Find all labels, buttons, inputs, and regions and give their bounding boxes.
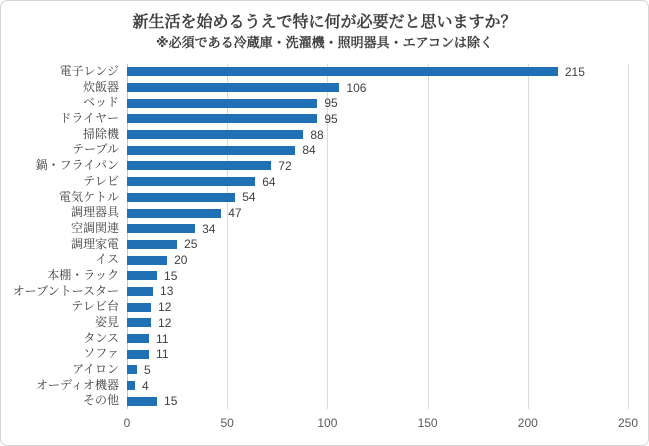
bar-row xyxy=(127,299,628,315)
value-label: 95 xyxy=(324,96,338,111)
bar-row xyxy=(127,284,628,300)
value-label: 11 xyxy=(156,331,169,346)
value-label: 95 xyxy=(324,111,338,126)
bar xyxy=(127,209,221,218)
bar-row xyxy=(127,142,628,158)
value-label: 4 xyxy=(142,378,149,393)
bar xyxy=(127,240,177,249)
bar xyxy=(127,397,157,406)
bar xyxy=(127,271,157,280)
bar xyxy=(127,318,151,327)
plot-rows xyxy=(127,64,628,409)
category-label: ソファ xyxy=(83,346,119,361)
category-label: タンス xyxy=(83,330,119,345)
bar xyxy=(127,177,255,186)
value-label: 64 xyxy=(262,174,276,189)
bar-row xyxy=(127,111,628,127)
value-label: 25 xyxy=(184,237,198,252)
bar xyxy=(127,114,317,123)
category-label: 電子レンジ xyxy=(59,64,119,78)
bar-row xyxy=(127,315,628,331)
value-label: 15 xyxy=(164,268,178,283)
chart-title: 新生活を始めるうえで特に何が必要だと思いますか？ xyxy=(132,14,517,31)
bar xyxy=(127,256,167,265)
category-label: オーディオ機器 xyxy=(35,377,119,392)
x-axis-tick-label: 50 xyxy=(220,416,234,431)
category-label: ベッド xyxy=(82,95,119,110)
bar xyxy=(127,350,149,359)
gridline xyxy=(628,64,629,409)
bar-row xyxy=(127,190,628,206)
bar-row xyxy=(127,95,628,111)
bar-row xyxy=(127,158,628,174)
category-label: ドライヤー xyxy=(59,111,119,126)
category-label: オーブントースター xyxy=(12,283,119,298)
value-label: 84 xyxy=(302,143,316,158)
category-label: アイロン xyxy=(72,362,119,377)
value-label: 20 xyxy=(174,253,188,268)
category-label: 調理器具 xyxy=(70,205,119,220)
value-label: 106 xyxy=(346,80,367,95)
value-label: 12 xyxy=(158,315,172,330)
bar xyxy=(127,99,317,108)
bar xyxy=(127,193,235,202)
category-label: 掃除機 xyxy=(82,126,119,141)
x-axis-tick-label: 200 xyxy=(517,416,538,431)
bar xyxy=(127,303,151,312)
bar xyxy=(127,83,339,92)
bar-row xyxy=(127,268,628,284)
x-axis-tick-label: 100 xyxy=(317,416,338,431)
bar-row xyxy=(127,362,628,378)
value-label: 15 xyxy=(164,394,178,409)
plot-area xyxy=(127,64,628,409)
category-label: その他 xyxy=(82,393,119,408)
bar-row xyxy=(127,252,628,268)
value-label: 72 xyxy=(278,158,292,173)
value-label: 54 xyxy=(242,190,256,205)
value-label: 13 xyxy=(160,284,174,299)
bar-row xyxy=(127,346,628,362)
category-label: 調理家電 xyxy=(70,236,119,251)
category-label: 空調関連 xyxy=(70,220,119,235)
bar xyxy=(127,67,558,76)
x-axis-tick-label: 150 xyxy=(417,416,438,431)
category-label: 姿見 xyxy=(94,315,119,329)
bar xyxy=(127,146,295,155)
bar xyxy=(127,161,271,170)
bar-row xyxy=(127,174,628,190)
chart-subtitle: ※必須である冷蔵庫・洗濯機・照明器具・エアコンは除く xyxy=(156,35,493,50)
value-label: 88 xyxy=(310,127,324,142)
bar xyxy=(127,365,137,374)
value-label: 12 xyxy=(158,300,172,315)
bar-row xyxy=(127,205,628,221)
bar xyxy=(127,334,149,343)
chart-area xyxy=(7,64,639,435)
bar-row xyxy=(127,64,628,80)
category-label: 本棚・ラック xyxy=(47,267,119,282)
bar-row xyxy=(127,393,628,409)
x-axis-tick-label: 0 xyxy=(123,416,131,431)
category-label: 電気ケトル xyxy=(58,189,119,204)
bar-row xyxy=(127,378,628,394)
bar xyxy=(127,224,195,233)
category-label: テレビ台 xyxy=(71,299,119,314)
bar xyxy=(127,130,303,139)
value-label: 47 xyxy=(228,206,242,221)
category-label: テレビ xyxy=(83,173,119,188)
bar-row xyxy=(127,80,628,96)
value-label: 215 xyxy=(564,64,585,79)
x-axis-tick-label: 250 xyxy=(617,416,639,431)
labels-column xyxy=(7,64,127,409)
value-label: 11 xyxy=(156,347,169,362)
category-label: テーブル xyxy=(72,142,119,157)
x-axis xyxy=(123,409,639,435)
bar-row xyxy=(127,331,628,347)
bar-row xyxy=(127,221,628,237)
bar xyxy=(127,381,135,390)
bar-row xyxy=(127,127,628,143)
value-label: 5 xyxy=(144,362,151,377)
value-label: 34 xyxy=(202,221,216,236)
bar-row xyxy=(127,237,628,253)
category-label: 鍋・フライパン xyxy=(35,158,119,173)
category-label: イス xyxy=(95,252,119,267)
category-label: 炊飯器 xyxy=(82,79,119,94)
bar xyxy=(127,287,153,296)
